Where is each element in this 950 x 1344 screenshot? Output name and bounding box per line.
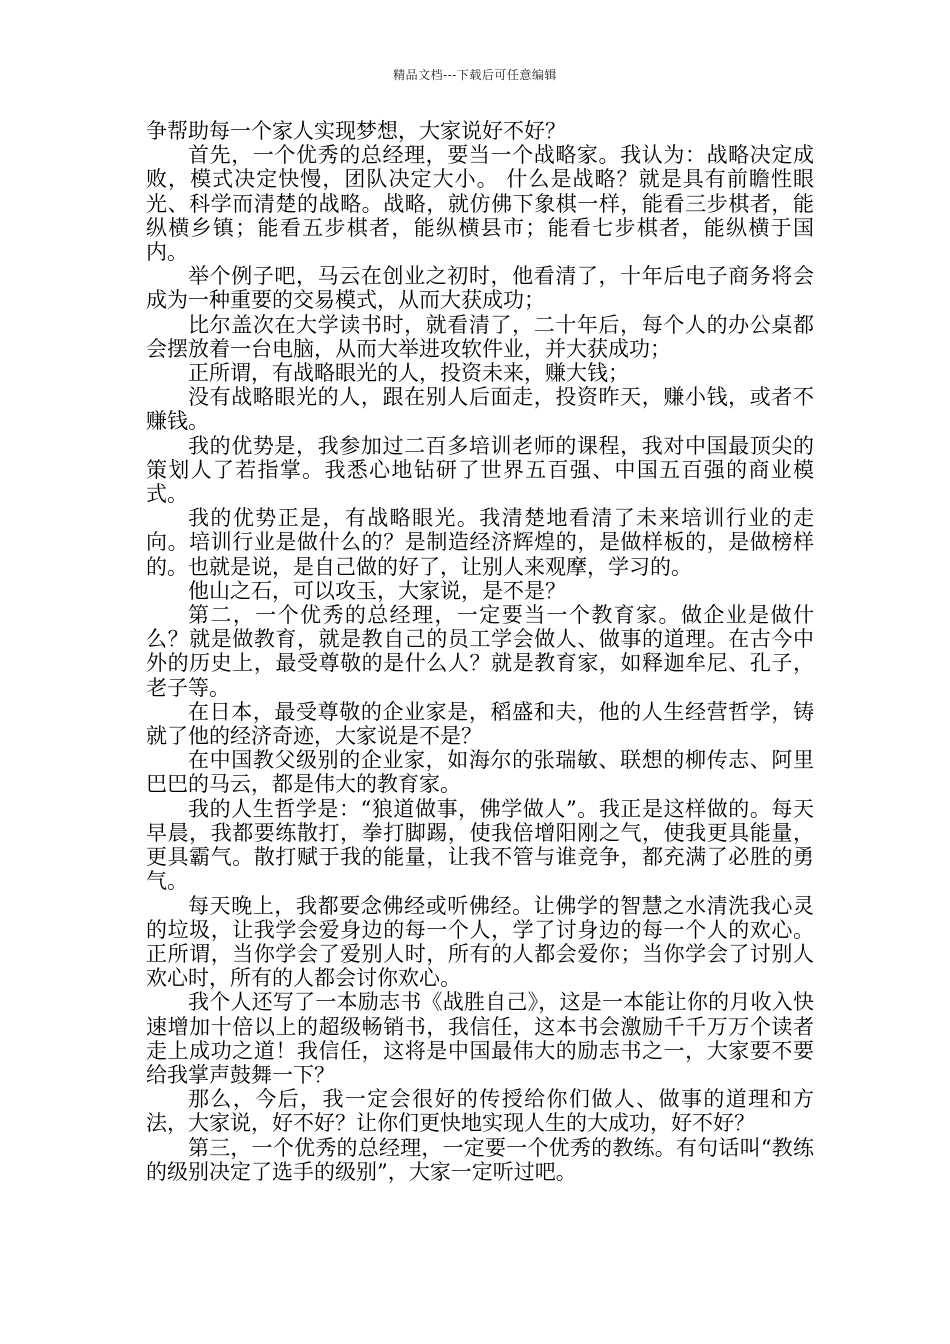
page-header: 精品文档---下载后可任意编辑 [393, 68, 557, 82]
paragraph-proverb: 他山之石，可以攻玉，大家说，是不是？ [188, 578, 566, 603]
paragraph-strategist: 首先，一个优秀的总经理，要当一个战略家。我认为：战略决定成败，模式决定快慢，团队决定大小。 什么是战略？就是具有前瞻性眼光、科学而清楚的战略。战略，就仿佛下象棋一样，能看三步棋者，能纵横乡镇；能看五步棋者，能纵横县市；能看七步棋者，能纵横于国内。 [146, 143, 814, 265]
paragraph-continued: 争帮助每一个家人实现梦想，大家说好不好？ [146, 119, 566, 143]
document-body [146, 119, 814, 1184]
paragraph-training-industry: 我的优势正是，有战略眼光。我清楚地看清了未来培训行业的走向。培训行业是做什么的？是制造经济辉煌的，是做样板的，是做榜样的。也就是说，是自己做的好了，让别人来观摩，学习的。 [146, 506, 814, 579]
paragraph-life-philosophy: 我的人生哲学是：“狼道做事，佛学做人”。我正是这样做的。每天早晨，我都要练散打，拳打脚踢，使我倍增阳刚之气，使我更具能量，更具霸气。散打赋于我的能量，让我不管与谁竞争，都充满了必胜的勇气。 [146, 796, 814, 894]
paragraph-no-vision: 没有战略眼光的人，跟在别人后面走，投资昨天，赚小钱，或者不赚钱。 [146, 385, 814, 434]
paragraph-japan: 在日本，最受尊敬的企业家是，稻盛和夫，他的人生经营哲学，铸就了他的经济奇迹，大家说是不是？ [146, 699, 814, 749]
paragraph-china-entrepreneurs: 在中国教父级别的企业家，如海尔的张瑞敏、联想的柳传志、阿里巴巴的马云，都是伟大的教育家。 [146, 748, 814, 797]
paragraph-evening: 每天晚上，我都要念佛经或听佛经。让佛学的智慧之水清洗我心灵的垃圾，让我学会爱身边的每一个人，学了讨身边的每一个人的欢心。正所谓，当你学会了爱别人时，所有的人都会爱你；当你学会了讨别人欢心时，所有的人都会讨你欢心。 [146, 893, 814, 991]
paragraph-my-advantage: 我的优势是，我参加过二百多培训老师的课程，我对中国最顶尖的策划人了若指掌。我悉心地钻研了世界五百强、中国五百强的商业模式。 [146, 433, 814, 507]
paragraph-coach: 第三，一个优秀的总经理，一定要一个优秀的教练。有句话叫“教练的级别决定了选手的级别”，大家一定听过吧。 [146, 1135, 814, 1184]
paragraph-book: 我个人还写了一本励志书《战胜自己》，这是一本能让你的月收入快速增加十倍以上的超级畅销书，我信任，这本书会激励千千万万个读者走上成功之道！我信任，这将是中国最伟大的励志书之一，大家要不要给我掌声鼓舞一下？ [146, 990, 814, 1087]
paragraph-strategic-vision: 正所谓，有战略眼光的人，投资未来，赚大钱； [188, 361, 629, 386]
paragraph-example-mayun: 举个例子吧，马云在创业之初时，他看清了，十年后电子商务将会成为一种重要的交易模式，从而大获成功； [146, 264, 814, 313]
paragraph-example-billgates: 比尔盖次在大学读书时，就看清了，二十年后，每个人的办公桌都会摆放着一台电脑，从而大举进攻软件业，并大获成功； [146, 312, 814, 361]
paragraph-educator: 第二，一个优秀的总经理，一定要当一个教育家。做企业是做什么？就是做教育，就是教自己的员工学会做人、做事的道理。在古今中外的历史上，最受尊敬的是什么人？就是教育家，如释迦牟尼、孔子，老子等。 [146, 603, 814, 700]
paragraph-teaching: 那么，今后，我一定会很好的传授给你们做人、做事的道理和方法，大家说，好不好？让你们更快地实现人生的大成功，好不好？ [146, 1087, 814, 1136]
